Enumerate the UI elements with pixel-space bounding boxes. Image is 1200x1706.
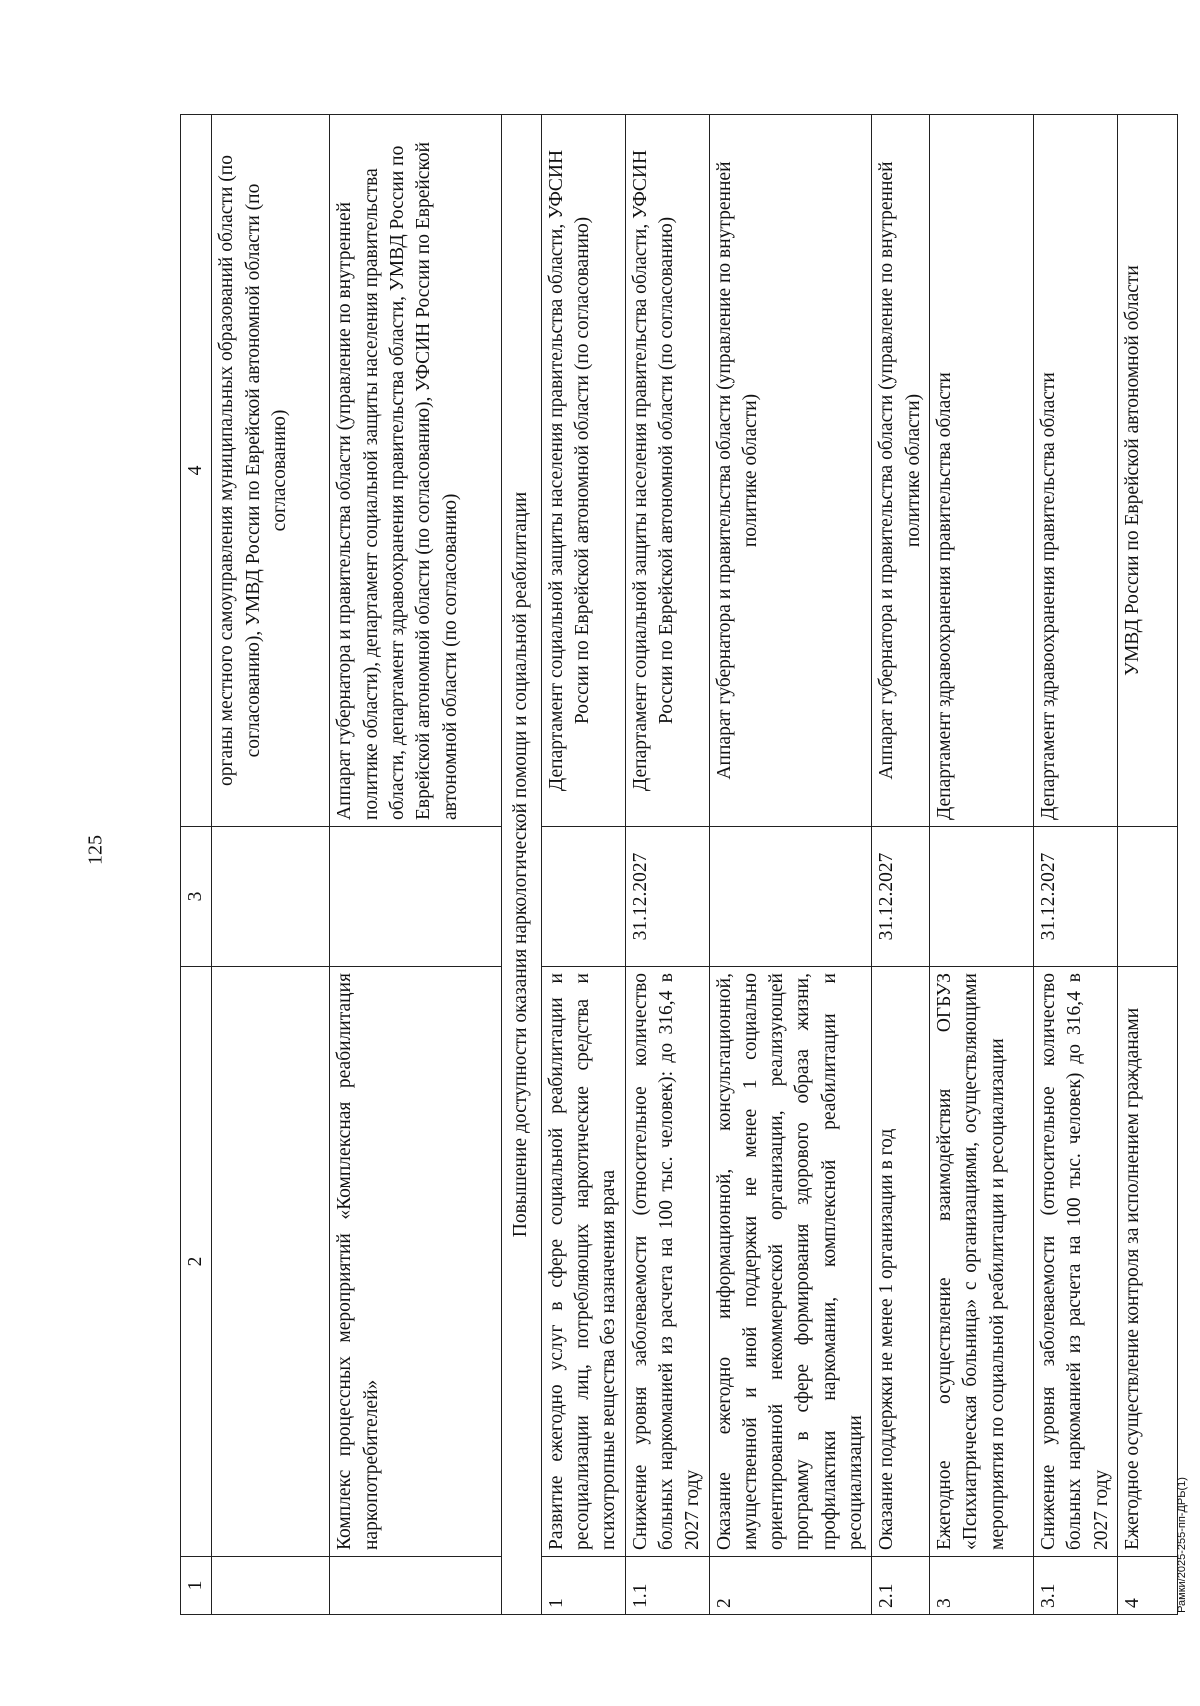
deadline — [541, 827, 625, 967]
deadline — [709, 827, 872, 967]
deadline — [1117, 827, 1177, 967]
measure-text: Ежегодное осуществление взаимодействия ОГБУЗ «Психиатрическая больница» с организациями, осуществляющими мероприятия по социальной реабилитации и ресоциализации — [930, 967, 1034, 1557]
table-row — [212, 115, 330, 1615]
measure-text: Ежегодное осуществление контроля за исполнением гражданами — [1117, 967, 1177, 1557]
section-row — [502, 115, 541, 1615]
table-row — [1034, 115, 1118, 1615]
header-col-2: 2 — [181, 967, 212, 1557]
row-number: 1 — [541, 1557, 625, 1615]
section-heading: Повышение доступности оказания наркологической помощи и социальной реабилитации — [502, 115, 541, 1615]
responsible: органы местного самоуправления муниципальных образований области (по согласованию), УМВД России по Еврейской автономной области (по согласованию) — [212, 115, 330, 827]
deadline — [930, 827, 1034, 967]
deadline: 31.12.2027 — [872, 827, 930, 967]
page-number: 125 — [84, 835, 107, 865]
row-number: 2 — [709, 1557, 872, 1615]
deadline — [212, 827, 330, 967]
measure-text: Снижение уровня заболеваемости (относительное количество больных наркоманией из расчета на 100 тыс. человек): до 316,4 в 2027 году — [625, 967, 709, 1557]
deadline: 31.12.2027 — [625, 827, 709, 967]
row-number — [330, 1557, 502, 1615]
deadline: 31.12.2027 — [1034, 827, 1118, 967]
responsible: Департамент социальной защиты населения правительства области, УФСИН России по Еврейской автономной области (по согласованию) — [625, 115, 709, 827]
table-row — [330, 115, 502, 1615]
responsible: Аппарат губернатора и правительства области (управление по внутренней политике области) — [872, 115, 930, 827]
measure-text: Оказание поддержки не менее 1 организации в год — [872, 967, 930, 1557]
table-row — [930, 115, 1034, 1615]
measure-text: Развитие ежегодно услуг в сфере социальной реабилитации и ресоциализации лиц, потребляющих наркотические средства и психотропные вещества без назначения врача — [541, 967, 625, 1557]
row-number: 2.1 — [872, 1557, 930, 1615]
table-row — [541, 115, 625, 1615]
row-number: 3 — [930, 1557, 1034, 1615]
deadline — [330, 827, 502, 967]
responsible: УМВД России по Еврейской автономной области — [1117, 115, 1177, 827]
measure-text: Снижение уровня заболеваемости (относительное количество больных наркоманией из расчета на 100 тыс. человек) до 316,4 в 2027 году — [1034, 967, 1118, 1557]
measures-table — [180, 114, 1178, 1615]
document-stamp: Рамки/2025-255-пп-ДРЬ(1) — [1176, 1477, 1188, 1613]
table-row — [709, 115, 872, 1615]
responsible: Департамент социальной защиты населения правительства области, УФСИН России по Еврейской автономной области (по согласованию) — [541, 115, 625, 827]
rotated-table-area — [180, 115, 1143, 1615]
responsible: Аппарат губернатора и правительства области (управление по внутренней политике области) — [709, 115, 872, 827]
row-number — [212, 1557, 330, 1615]
row-number: 3.1 — [1034, 1557, 1118, 1615]
responsible: Аппарат губернатора и правительства области (управление по внутренней политике области), департамент социальной защиты населения правительства области, департамент здравоохранения правительства области, УМВД России по Еврейской автономной области (по согласованию), УФСИН России по Еврейской автономной области (по согласованию) — [330, 115, 502, 827]
header-col-4: 4 — [181, 115, 212, 827]
row-number: 4 — [1117, 1557, 1177, 1615]
header-col-3: 3 — [181, 827, 212, 967]
table-row — [1117, 115, 1177, 1615]
measure-text: Комплекс процессных мероприятий «Комплексная реабилитация наркопотребителей» — [330, 967, 502, 1557]
responsible: Департамент здравоохранения правительства области — [1034, 115, 1118, 827]
measure-text: Оказание ежегодно информационной, консультационной, имущественной и иной поддержки не менее 1 социально ориентированной некоммерческой организации, реализующей программу в сфере формирования здорового образа жизни, профилактики наркомании, комплексной реабилитации и ресоциализации — [709, 967, 872, 1557]
header-col-1: 1 — [181, 1557, 212, 1615]
table-row — [625, 115, 709, 1615]
table-row — [872, 115, 930, 1615]
responsible: Департамент здравоохранения правительства области — [930, 115, 1034, 827]
row-number: 1.1 — [625, 1557, 709, 1615]
measure-text — [212, 967, 330, 1557]
table-container — [180, 115, 1143, 1615]
header-row — [181, 115, 212, 1615]
